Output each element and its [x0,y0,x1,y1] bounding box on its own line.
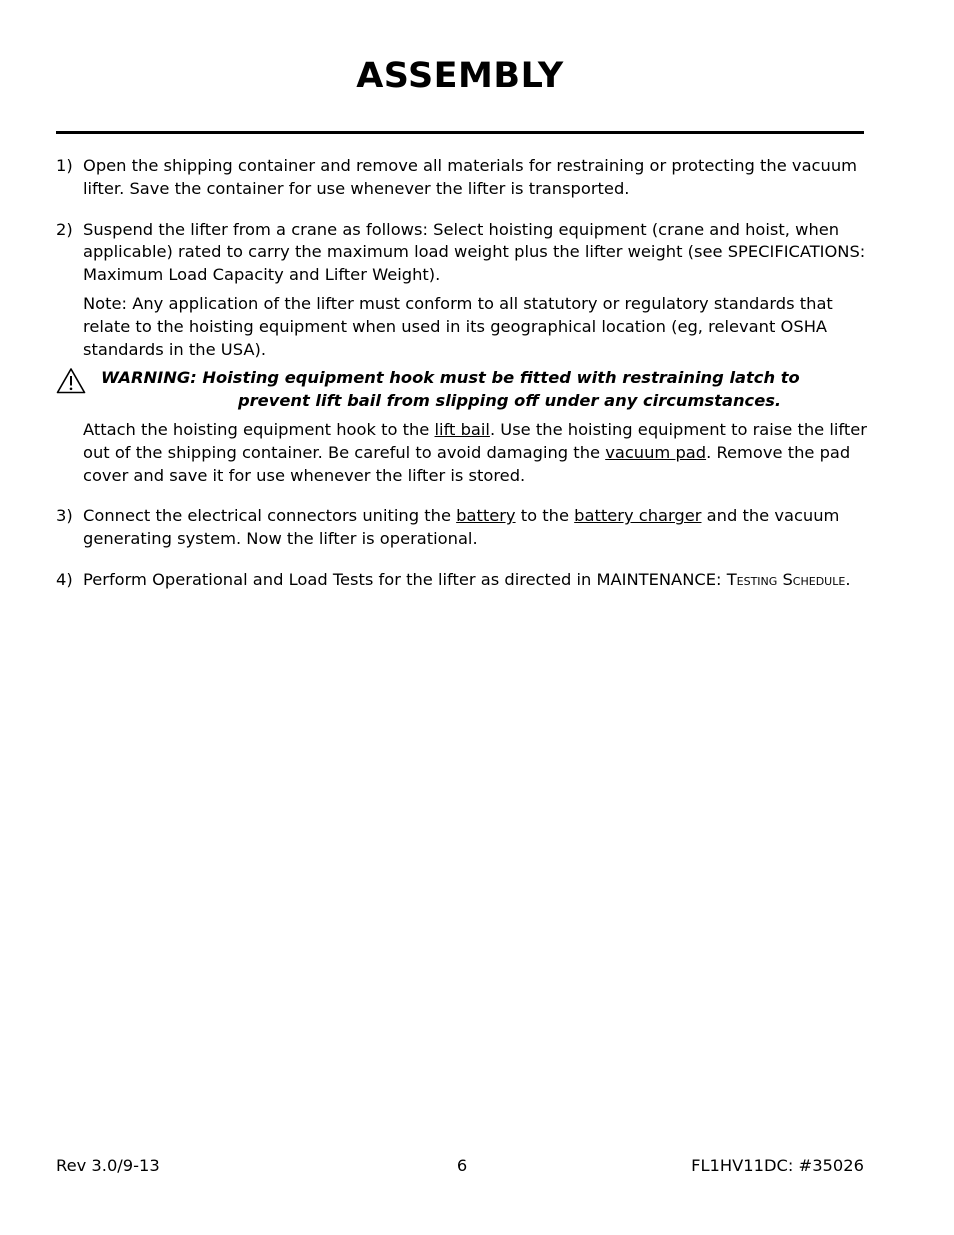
step-text [83,569,868,592]
step-note: Note: Any application of the lifter must conform to all statutory or regulatory standards that relate to the hoisting equipment when used in its geographical location (eg, relevant OSHA standards in the USA). [83,293,833,359]
text-segment: . [845,569,851,589]
step-2 [56,219,868,488]
warning-triangle-icon [56,367,86,394]
step-3 [56,505,868,551]
text-segment: . Use the hoisting equipment to raise the lifter out of the shipping container. Be careful to avoid damaging the [83,419,867,462]
footer-page-number: 6 [456,1156,468,1175]
text-segment: Attach the hoisting equipment hook to the [83,419,435,439]
step-text: Open the shipping container and remove all materials for restraining or protecting the vacuum lifter. Save the container for use whenever the lifter is transported. [83,156,857,198]
footer-revision: Rev 3.0/9-13 [56,1156,160,1175]
text-segment: Connect the electrical connectors uniting the [83,506,457,526]
warning-text-line-1: WARNING: Hoisting equipment hook must be fitted with restraining latch to [101,368,800,388]
step-number: 2) [56,219,73,239]
battery-link: battery [456,506,516,526]
vacuum-pad-link: vacuum pad [605,442,707,462]
text-segment: . Remove the pad cover and save it for use whenever the lifter is stored. [83,442,851,485]
text-segment: and the vacuum generating system. Now the lifter is operational. [83,506,840,549]
testing-schedule-reference: Testing Schedule [726,569,846,589]
step-number: 3) [56,506,73,526]
assembly-steps [56,155,868,592]
battery-charger-link: battery charger [574,506,702,526]
step-attach-text [83,419,868,487]
step-text [83,505,868,551]
warning-text-line-2: prevent lift bail from slipping off under any circumstances. [238,391,782,411]
warning-callout [56,367,868,413]
step-4 [56,569,868,592]
title-divider [56,131,864,134]
text-segment: Perform Operational and Load Tests for the lifter as directed in MAINTENANCE: [83,569,727,589]
step-1 [56,155,868,201]
lift-bail-link: lift bail [434,419,490,439]
page-title: ASSEMBLY [356,56,564,96]
step-number: 4) [56,569,73,589]
step-text: Suspend the lifter from a crane as follows: Select hoisting equipment (crane and hoist, when applicable) rated to carry the maximum load weight plus the lifter weight (see SPECIFICATIONS: Maximum Load Capacity and Lifter Weight). [83,219,866,285]
footer-model: FL1HV11DC: #35026 [691,1156,864,1175]
text-segment: to the [515,506,575,526]
step-number: 1) [56,156,73,175]
